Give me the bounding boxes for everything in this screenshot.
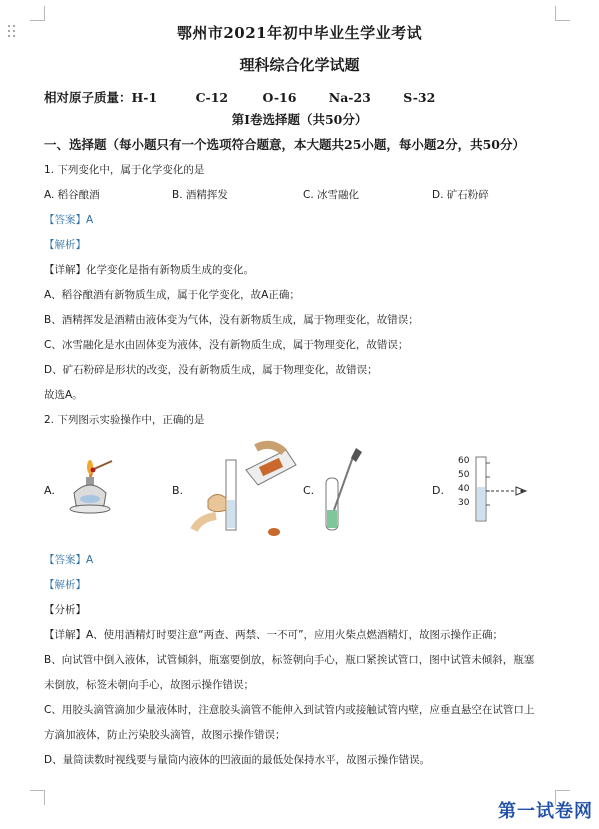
q2-answer: 【答案】A [44,554,94,566]
q2-explain-line: 未倒放，标签未朝向手心，故图示操作错误； [44,679,254,691]
q2-explain-line: 【详解】A、使用酒精灯时要注意“两查、两禁、一不可”，应用火柴点燃酒精灯，故图示操作正确； [44,629,504,641]
exam-subtitle: 理科综合化学试题 [239,56,360,74]
section-title: 第Ⅰ卷选择题（共50分） [231,112,368,127]
q2-option-c-label: C. [303,484,315,497]
q1-stem: 1. 下列变化中，属于化学变化的是 [44,164,205,176]
cylinder-tick: 60 [458,456,470,466]
q1-option-a: A. 稻谷酿酒 [44,189,100,201]
part-heading: 一、选择题（每小题只有一个选项符合题意，本大题共25小题，每小题2分，共50分） [44,137,525,152]
cylinder-tick: 30 [458,498,470,508]
q2-option-d-label: D. [432,484,444,497]
dropper-image [318,448,368,533]
site-watermark: 第一试卷网 [498,801,593,822]
atomic-mass-na: Na-23 [328,90,371,105]
q1-analysis-label: 【解析】 [44,239,86,251]
q2-stem: 2. 下列图示实验操作中，正确的是 [44,414,205,426]
q2-analysis-label: 【解析】 [44,579,86,591]
pouring-liquid-image [186,440,306,540]
q1-explain-line: B、酒精挥发是酒精由液体变为气体，没有新物质生成，属于物理变化，故错误； [44,314,419,326]
q1-option-b: B. 酒精挥发 [172,189,228,201]
q1-explain-line: C、冰雪融化是水由固体变为液体，没有新物质生成，属于物理变化，故错误； [44,339,409,351]
q1-explain-line: 【详解】化学变化是指有新物质生成的变化。 [44,264,254,276]
atomic-mass-s: S-32 [403,90,436,105]
q1-explain-line: D、矿石粉碎是形状的改变，没有新物质生成，属于物理变化，故错误； [44,364,378,376]
q2-explain-line: D、量筒读数时视线要与量筒内液体的凹液面的最低处保持水平，故图示操作错误。 [44,754,431,766]
q2-explain-line: B、向试管中倒入液体，试管倾斜，瓶塞要倒放，标签朝向手心，瓶口紧挨试管口，图中试管未倾斜，瓶塞 [44,654,535,666]
q2-option-b-label: B. [172,484,184,497]
exam-title: 鄂州市2021年初中毕业生学业考试 [176,24,423,42]
atomic-mass-h: 相对原子质量：H-1 [44,90,158,105]
corner-mark-top-right [555,6,570,21]
q1-answer: 【答案】A [44,214,94,226]
q2-explain-line: C、用胶头滴管滴加少量液体时，注意胶头滴管不能伸入到试管内或接触试管内壁，应垂直悬空在试管口上 [44,704,535,716]
cylinder-tick: 40 [458,484,470,494]
atomic-masses [44,88,435,106]
q1-explain-line: A、稻谷酿酒有新物质生成，属于化学变化，故A正确； [44,289,300,301]
atomic-mass-o: O-16 [262,90,297,105]
q1-option-d: D. 矿石粉碎 [432,189,489,201]
corner-mark-bottom-left [30,790,45,805]
atomic-mass-c: C-12 [195,90,229,105]
q2-fenxi-label: 【分析】 [44,604,86,616]
alcohol-lamp-image [60,455,150,520]
q2-explain-line: 方滴加液体，防止污染胶头滴管，故图示操作错误； [44,729,286,741]
q2-option-a-label: A. [44,484,55,497]
q1-option-c: C. 冰雪融化 [303,189,360,201]
q1-explain-line: 故选A。 [44,389,83,401]
corner-mark-top-left [30,6,45,21]
cylinder-tick: 50 [458,470,470,480]
